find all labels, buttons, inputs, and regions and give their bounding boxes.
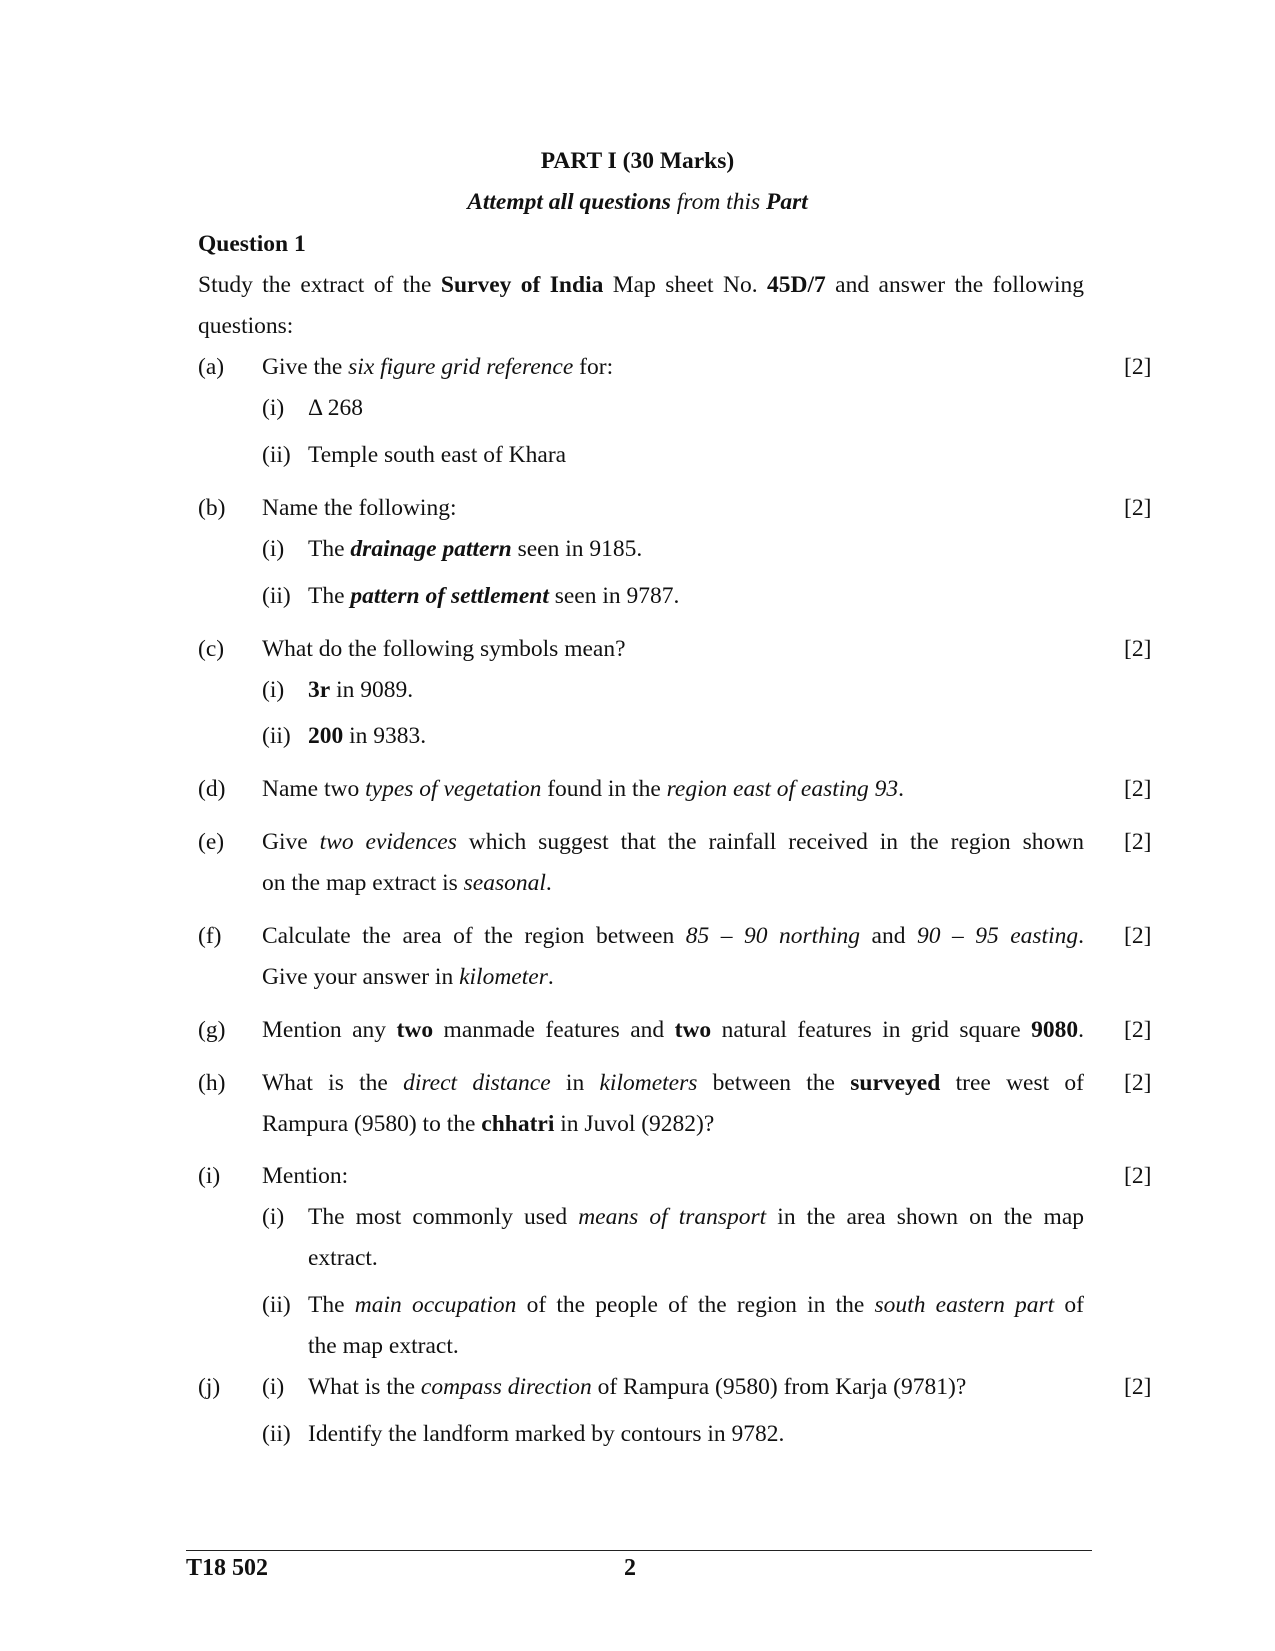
item-j-i-text: What is the compass direction of Rampura (9580) from Karja (9781)? bbox=[308, 1374, 967, 1400]
item-j-label: (j) bbox=[198, 1374, 221, 1400]
item-b-marks: [2] bbox=[1124, 495, 1152, 521]
item-h-marks: [2] bbox=[1124, 1070, 1152, 1096]
item-a-marks: [2] bbox=[1124, 354, 1152, 380]
item-c-marks: [2] bbox=[1124, 636, 1152, 662]
item-i-i-text-line2: extract. bbox=[308, 1245, 378, 1271]
item-f-marks: [2] bbox=[1124, 923, 1152, 949]
item-d-marks: [2] bbox=[1124, 776, 1152, 802]
item-e-text-line1: Give two evidences which suggest that the rainfall received in the region shown bbox=[262, 829, 1084, 855]
item-i-marks: [2] bbox=[1124, 1163, 1152, 1189]
part-instruction: Attempt all questions from this Part bbox=[467, 189, 808, 215]
item-e-text-line2: on the map extract is seasonal. bbox=[262, 870, 552, 896]
item-b-ii-num: (ii) bbox=[262, 583, 291, 609]
item-i-ii-num: (ii) bbox=[262, 1292, 291, 1318]
footer-rule bbox=[186, 1550, 1092, 1551]
item-j-ii-num: (ii) bbox=[262, 1421, 291, 1447]
item-i-i-text-line1: The most commonly used means of transport in the area shown on the map bbox=[308, 1204, 1084, 1230]
footer-paper-code: T18 502 bbox=[186, 1555, 269, 1581]
item-a-label: (a) bbox=[198, 354, 225, 380]
item-a-ii-num: (ii) bbox=[262, 442, 291, 468]
item-e-label: (e) bbox=[198, 829, 225, 855]
item-i-label: (i) bbox=[198, 1163, 221, 1189]
item-i-ii-text-line2: the map extract. bbox=[308, 1333, 459, 1359]
item-c-i-num: (i) bbox=[262, 677, 285, 703]
item-h-text-line1: What is the direct distance in kilometers between the surveyed tree west of bbox=[262, 1070, 1085, 1096]
item-c-ii-num: (ii) bbox=[262, 723, 291, 749]
question-title: Question 1 bbox=[198, 231, 306, 257]
item-a-ii-text: Temple south east of Khara bbox=[308, 442, 567, 468]
item-c-i-text: 3r in 9089. bbox=[308, 677, 414, 703]
item-g-marks: [2] bbox=[1124, 1017, 1152, 1043]
item-a-text: Give the six figure grid reference for: bbox=[262, 354, 614, 380]
question-intro-line1: Study the extract of the Survey of India Map sheet No. 45D/7 and answer the following bbox=[198, 272, 1085, 298]
item-b-label: (b) bbox=[198, 495, 226, 521]
item-c-ii-text: 200 in 9383. bbox=[308, 723, 427, 749]
part-heading: PART I (30 Marks) bbox=[540, 148, 735, 174]
item-g-label: (g) bbox=[198, 1017, 226, 1043]
item-a-i-num: (i) bbox=[262, 395, 285, 421]
item-j-i-num: (i) bbox=[262, 1374, 285, 1400]
question-intro-line2: questions: bbox=[198, 313, 294, 339]
item-d-text: Name two types of vegetation found in the region east of easting 93. bbox=[262, 776, 905, 802]
item-g-text: Mention any two manmade features and two natural features in grid square 9080. bbox=[262, 1017, 1084, 1043]
item-h-label: (h) bbox=[198, 1070, 226, 1096]
item-i-ii-text-line1: The main occupation of the people of the region in the south eastern part of bbox=[308, 1292, 1085, 1318]
item-b-ii-text: The pattern of settlement seen in 9787. bbox=[308, 583, 680, 609]
footer-page-number: 2 bbox=[624, 1555, 636, 1581]
item-c-text: What do the following symbols mean? bbox=[262, 636, 626, 662]
item-i-text: Mention: bbox=[262, 1163, 349, 1189]
item-b-text: Name the following: bbox=[262, 495, 457, 521]
item-f-label: (f) bbox=[198, 923, 222, 949]
item-b-i-num: (i) bbox=[262, 536, 285, 562]
item-i-i-num: (i) bbox=[262, 1204, 285, 1230]
item-f-text-line2: Give your answer in kilometer. bbox=[262, 964, 554, 990]
item-f-text-line1: Calculate the area of the region between 85 – 90 northing and 90 – 95 easting. bbox=[262, 923, 1084, 949]
item-a-i-text: Δ 268 bbox=[308, 395, 363, 421]
item-j-ii-text: Identify the landform marked by contours in 9782. bbox=[308, 1421, 785, 1447]
item-j-marks: [2] bbox=[1124, 1374, 1152, 1400]
item-b-i-text: The drainage pattern seen in 9185. bbox=[308, 536, 643, 562]
item-h-text-line2: Rampura (9580) to the chhatri in Juvol (9282)? bbox=[262, 1111, 715, 1137]
item-e-marks: [2] bbox=[1124, 829, 1152, 855]
item-c-label: (c) bbox=[198, 636, 225, 662]
item-d-label: (d) bbox=[198, 776, 226, 802]
